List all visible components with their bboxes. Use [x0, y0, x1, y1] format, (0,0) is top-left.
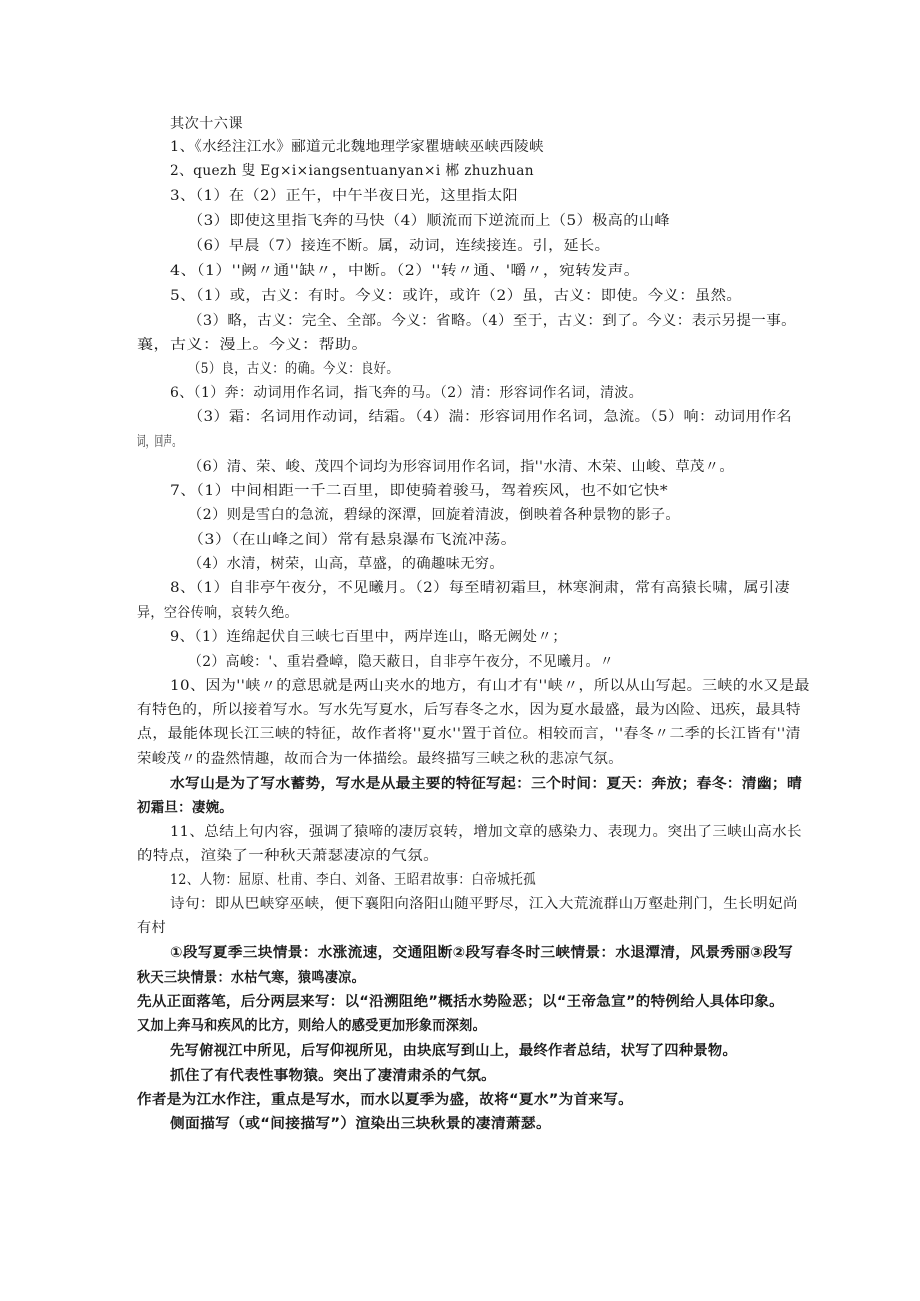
text-line-content: 初霜旦：凄婉。: [137, 800, 233, 816]
text-line-content: 秋天三块情景：水枯气寒，猿鸣凄凉。: [137, 970, 365, 986]
text-line: [170, 774, 802, 794]
text-line-content: 点，最能体现长江三峡的特征，故作者将''夏水''置于首位。相较而言，''春冬〃二季的长江皆有''清: [137, 726, 802, 742]
text-line: [137, 335, 368, 355]
text-line-content: 异，空谷传响，哀转久绝。: [137, 605, 298, 621]
text-line-content: 先从正面落笔，后分两层来写：以“沿溯阻绝”概括水势险恶；以“王帝急宣”的特例给人具体印象。: [137, 994, 784, 1010]
text-line-content: 1、《水经注江水》郦道元北魏地理学家瞿塘峡巫峡西陵峡: [170, 139, 544, 155]
text-line: [170, 261, 640, 281]
text-line: [170, 627, 567, 647]
text-line-content: 侧面描写（或“间接描写”）渲染出三块秋景的凄清萧瑟。: [170, 1116, 551, 1132]
text-line: [137, 724, 802, 744]
text-line: [170, 894, 798, 914]
text-line: [137, 918, 166, 938]
text-line: [137, 846, 439, 866]
text-line-content: 襄，古义：漫上。今义：帮助。: [137, 337, 368, 353]
text-line: [188, 505, 679, 525]
text-line: [188, 211, 670, 231]
text-line: [170, 383, 651, 403]
text-line-content: 抓住了有代表性事物猿。突出了凄清肃杀的气氛。: [170, 1068, 496, 1084]
text-line-content: （6）清、荣、峻、茂四个词均为形容词用作名词，指''水清、木荣、山峻、草茂〃。: [188, 459, 734, 475]
text-line-content: 有特色的，所以接着写水。写水先写夏水，后写春冬之水，因为夏水最盛，最为凶险、迅疾，最具特: [137, 702, 801, 718]
text-line-content: 7、（1）中间相距一千二百里，即使骑着骏马，驾着疾风，也不如它快*: [170, 483, 668, 499]
text-line-content: 8、（1）自非亭午夜分，不见曦月。（2）每至晴初霜旦，林寒涧肃，常有高猿长啸，属引凄: [170, 580, 790, 596]
text-line-content: 9、（1）连绵起伏自三峡七百里中，两岸连山，略无阙处〃；: [170, 629, 567, 645]
text-line-content: （3）霜：名词用作动词，结霜。（4）湍：形容词用作名词，急流。（5）响：动词用作名: [188, 409, 792, 425]
text-line-content: 作者是为江水作注，重点是写水，而水以夏季为盛，故将“夏水”为首来写。: [137, 1092, 633, 1108]
text-line-content: 4、（1）''阙〃通''缺〃，中断。（2）''转〃通、'嚼〃，宛转发声。: [170, 263, 640, 279]
text-line-content: （3）（在山峰之间）常有悬泉瀑布飞流冲荡。: [188, 532, 517, 548]
text-line: [188, 311, 796, 331]
text-line-content: ①段写夏季三块情景：水涨流速，交通阻断②段写春冬时三峡情景：水退潭清，风景秀丽③段写: [170, 945, 793, 961]
text-line: [170, 870, 583, 890]
text-line: [170, 286, 742, 306]
lesson-heading-text: 其次十六课: [170, 116, 243, 132]
text-line-content: 水写山是为了写水蓄势，写水是从最主要的特征写起：三个时间：夏天：奔放；春冬：清幽；晴: [170, 776, 802, 792]
text-line-content: 词，回声。: [137, 434, 181, 450]
text-line: [170, 943, 793, 963]
text-line: [137, 1090, 633, 1110]
text-line: [170, 1066, 496, 1086]
text-line: [170, 481, 668, 501]
text-line: [188, 457, 734, 477]
text-line: [137, 603, 312, 623]
text-line-content: 2、quezh 叟 Eg×i×iangsentuanyan×i 郴 zhuzhuan: [170, 163, 534, 179]
text-line: [188, 407, 792, 427]
text-line: [170, 1041, 743, 1061]
text-line: [170, 676, 811, 696]
text-line-content: 10、因为''峡〃的意思就是两山夹水的地方，有山才有''峡〃，所以从山写起。三峡的水又是最: [170, 678, 811, 694]
text-line: [188, 530, 517, 550]
text-line: [170, 578, 790, 598]
text-line-content: （6）早晨（7）接连不断。属，动词，连续接连。引，延长。: [188, 238, 610, 254]
text-line-content: 6、（1）奔：动词用作名词，指飞奔的马。（2）清：形容词作名词，清波。: [170, 385, 643, 401]
text-line-content: 11、总结上句内容，强调了猿啼的凄厉哀转，增加文章的感染力、表现力。突出了三峡山高水长: [170, 824, 802, 840]
text-line: [188, 652, 625, 672]
text-line: [170, 186, 518, 206]
text-line-content: （4）水清，树荣，山高，草盛，的确趣味无穷。: [188, 556, 504, 572]
text-line-content: 3、（1）在（2）正午，中午半夜日光，这里指太阳: [170, 188, 518, 204]
text-line-content: 的特点，渲染了一种秋天萧瑟凄凉的气氛。: [137, 848, 439, 864]
text-line: [137, 798, 240, 818]
text-line: [188, 359, 431, 379]
text-line-content: 有村: [137, 920, 166, 936]
text-line-content: 荣峻茂〃的盎然情趣，故而合为一体描绘。最终描写三峡之秋的悲凉气氛。: [137, 751, 623, 767]
text-line-content: 诗句：即从巴峡穿巫峡，便下襄阳向洛阳山随平野尽，江入大荒流群山万壑赴荆门，生长明妃尚: [170, 896, 798, 912]
text-line-content: （5）良，古义：的确。今义：良好。: [188, 361, 399, 377]
text-line: [188, 554, 504, 574]
text-line: [137, 432, 210, 452]
text-line: [137, 749, 623, 769]
text-line: [137, 968, 387, 988]
text-line-content: 先写俯视江中所见，后写仰视所见，由块底写到山上，最终作者总结，状写了四种景物。: [170, 1043, 737, 1059]
text-line-content: 又加上奔马和疾风的比方，则给人的感受更加形象而深刻。: [137, 1018, 486, 1034]
text-line: [170, 137, 544, 157]
text-line: [170, 161, 547, 181]
text-line: [137, 700, 801, 720]
text-line: [137, 1016, 519, 1036]
text-line-content: （3）即使这里指飞奔的马快（4）顺流而下逆流而上（5）极高的山峰: [188, 213, 670, 229]
text-line-content: 12、人物：屈原、杜甫、李白、刘备、王昭君故事：白帝城托孤: [170, 872, 536, 888]
text-line: [188, 236, 610, 256]
text-line-content: （3）略，古义：完全、全部。今义：省略。（4）至于，古义：到了。今义：表示另提一事。: [188, 313, 796, 329]
lesson-heading: [170, 114, 243, 134]
text-line-content: （2）则是雪白的急流，碧绿的深潭，回旋着清波，倒映着各种景物的影子。: [188, 507, 680, 523]
text-line-content: （2）高峻：'、重岩叠嶂，隐天蔽日，自非亭午夜分，不见曦月。〃: [188, 654, 614, 670]
text-line-content: 5、（1）或，古义：有时。今义：或许，或许（2）虽，古义：即使。今义：虽然。: [170, 288, 742, 304]
text-line: [170, 1114, 551, 1134]
text-line: [170, 822, 802, 842]
text-line: [137, 992, 784, 1012]
